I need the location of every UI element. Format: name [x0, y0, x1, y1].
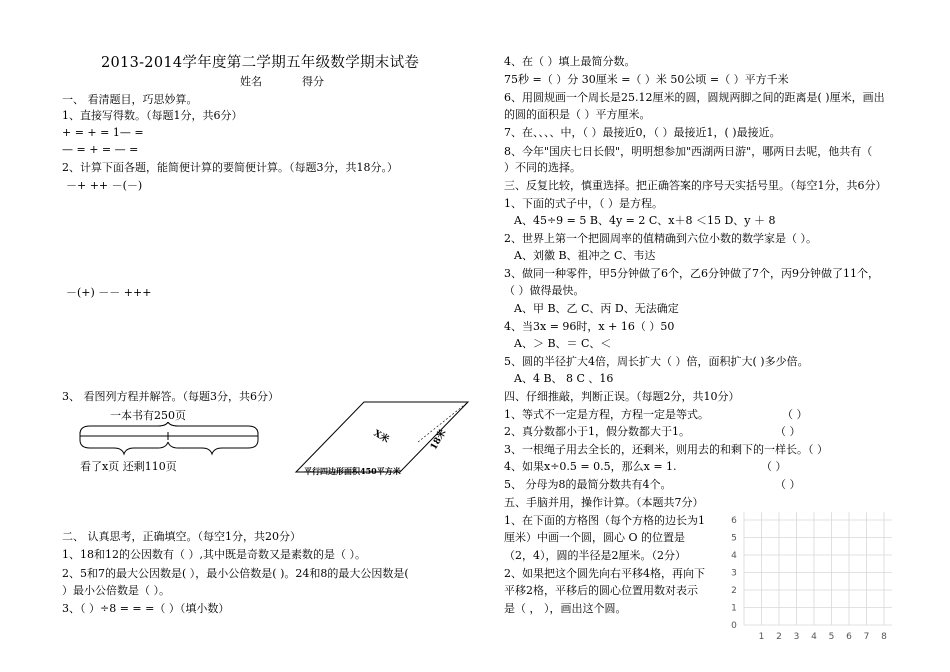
s3-q3b: （ ）做得最快。	[504, 284, 585, 297]
s2-question-2b: ）最小公倍数是（ ）。	[62, 584, 170, 597]
grid-y-label: 1	[731, 603, 737, 614]
grid-y-label: 0	[731, 621, 737, 631]
q4: 4、在（ ）填上最简分数。	[504, 55, 636, 68]
s2-question-2a: 2、5和7的最大公因数是( ），最小公倍数是( )。24和8的最大公因数是(	[62, 567, 409, 580]
section-3-header: 三、反复比较，慎重选择。把正确答案的序号天实括号里。（每空1分，共6分）	[504, 179, 887, 192]
s5-q1b: 厘米）中画一个圆，圆心 O 的位置是	[504, 531, 686, 544]
grid-y-label: 2	[731, 586, 737, 596]
grid-x-label: 1	[758, 632, 765, 642]
grid-y-label: 4	[731, 551, 737, 561]
book-read-label: 看了x页 还剩110页	[80, 460, 177, 473]
s1-q2-row2: －(+) －－ +++	[66, 286, 152, 299]
s4-q3: 3、一根绳子用去全长的，还剩米，则用去的和剩下的一样长。（ ）	[504, 443, 828, 456]
s1-q1-row2: — = + = — =	[62, 143, 139, 156]
section-2-header: 二、 认真思考，正确填空。（每空1分，共20分）	[62, 530, 301, 543]
s4-q5-paren: （ ）	[775, 478, 801, 491]
score-label: 得分	[302, 75, 324, 88]
s3-q3-options: A、甲 B、乙 C、丙 D、无法确定	[514, 302, 679, 315]
s1-question-2: 2、计算下面各题，能简便计算的要简便计算。（每题3分，共18分。）	[62, 161, 398, 174]
grid-x-label: 8	[881, 632, 887, 642]
parallelogram-area-label: 平行四边形面积450平方米	[304, 466, 401, 476]
section-4-header: 四、仔细推敲，判断正误。（每题2分，共10分）	[504, 390, 740, 403]
q5: 75秒 =（ ）分 30厘米 =（ ）米 50公顷 =（ ）平方千米	[504, 73, 789, 86]
s2-question-1: 1、18和12的公因数有（ ）,其中既是奇数又是素数的是（ ）。	[62, 548, 366, 561]
s3-q2-options: A、刘徽 B、祖冲之 C、韦达	[514, 249, 656, 262]
grid-x-label: 5	[828, 632, 835, 642]
grid-y-label: 5	[731, 533, 737, 544]
s3-q1: 1、下面的式子中，（ ）是方程。	[504, 197, 663, 210]
s5-q1a: 1、在下面的方格图（每个方格的边长为1	[504, 514, 705, 527]
s1-q1-row1: + = + = 1— =	[62, 126, 144, 139]
s4-q4: 4、如果x÷0.5 = 0.5，那么x = 1.	[504, 460, 677, 473]
s5-q1c: （2，4），圆的半径是2厘米。（2分）	[504, 549, 686, 562]
brace-diagram	[78, 422, 260, 458]
s4-q1: 1、等式不一定是方程，方程一定是等式。	[504, 408, 709, 421]
grid-x-label: 4	[811, 632, 817, 642]
grid-y-label: 6	[731, 516, 737, 526]
s1-q2-row1: －+ ++ －(－)	[66, 179, 143, 192]
s5-q2c: 是（ ， ），画出这个圆。	[504, 602, 627, 615]
parallelogram-height-label: 18米	[429, 428, 449, 452]
s5-q2a: 2、如果把这个圆先向右平移4格，再向下	[504, 567, 705, 580]
q8b: ）不同的选择。	[504, 161, 581, 174]
grid-y-label: 3	[731, 568, 737, 579]
s4-q2: 2、真分数都小于1，假分数都大于1。	[504, 425, 690, 438]
s3-q1-options: A、45÷9 = 5 B、4y = 2 C、x＋8 ＜15 D、y ＋ 8	[514, 214, 776, 227]
s4-q5: 5、 分母为8的最简分数共有4个。	[504, 478, 672, 491]
s3-q4: 4、当3x = 96时，x + 16（ ）50	[504, 320, 675, 333]
parallelogram-base-label: X米	[371, 428, 391, 446]
s4-q2-paren: （ ）	[775, 425, 801, 438]
grid-x-label: 3	[793, 632, 800, 642]
section-1-header: 一、 看清题目，巧思妙算。	[62, 93, 198, 106]
name-label: 姓名	[240, 75, 262, 88]
s1-question-1: 1、直接写得数。（每题1分，共6分）	[62, 109, 243, 122]
s3-q5: 5、圆的半径扩大4倍，周长扩大（ ）倍，面积扩大( )多少倍。	[504, 355, 809, 368]
section-5-header: 五、手脑并用，操作计算。（本题共7分）	[504, 496, 704, 509]
s2-question-3: 3、（ ）÷8 = = =（ ）（填小数）	[62, 602, 230, 615]
s5-q2b: 平移2格，平移后的圆心位置用数对表示	[504, 584, 698, 597]
grid-x-label: 6	[846, 632, 852, 642]
q6b: 的圆的面积是（ ）平方厘米。	[504, 108, 651, 121]
book-total-label: 一本书有250页	[110, 409, 186, 422]
q8a: 8、今年"国庆七日长假"，明明想参加"西湖两日游"，哪两日去呢，他共有（	[504, 145, 873, 158]
q6a: 6、用圆规画一个周长是25.12厘米的圆，圆规两脚之间的距离是( )厘米，画出	[504, 91, 885, 104]
s3-q4-options: A、＞ B、＝ C、＜	[514, 337, 612, 350]
s1-question-3: 3、 看图列方程并解答。（每题3分，共6分）	[62, 390, 279, 403]
page-title: 2013-2014学年度第二学期五年级数学期末试卷	[101, 55, 420, 71]
s4-q4-paren: （ ）	[761, 460, 787, 473]
grid-x-label: 2	[776, 632, 782, 642]
grid-x-label: 7	[863, 632, 870, 642]
q7: 7、在、、、、中，（ ）最接近0，（ ）最接近1，( )最接近。	[504, 126, 781, 139]
coordinate-grid	[728, 512, 898, 667]
s3-q5-options: A、4 B、 8 C 、16	[514, 372, 614, 385]
s3-q3a: 3、做同一种零件，甲5分钟做了6个，乙6分钟做了7个，丙9分钟做了11个，	[504, 267, 879, 280]
s4-q1-paren: （ ）	[782, 408, 808, 421]
s3-q2: 2、世界上第一个把圆周率的值精确到六位小数的数学家是（ ）。	[504, 232, 817, 245]
